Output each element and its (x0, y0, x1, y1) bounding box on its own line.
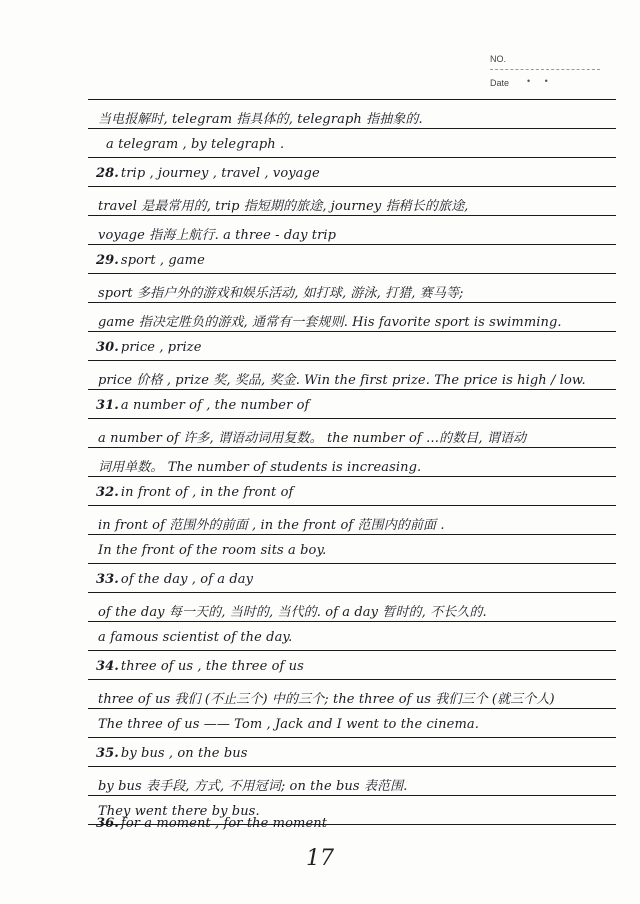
note-line-10 (96, 369, 610, 391)
item-heading: sport , game (120, 253, 205, 268)
line-text: sport 多指户外的游戏和娱乐活动, 如打球, 游泳, 打猎, 赛马等; (98, 286, 464, 301)
item-heading: in front of , in the front of (120, 485, 294, 500)
note-line-15 (96, 514, 610, 536)
line-text: of the day 每一天的, 当时的, 当代的. of a day 暂时的, 不长久的. (98, 605, 487, 620)
line-text: a famous scientist of the day. (98, 630, 293, 645)
page-number: 17 (306, 846, 334, 871)
item-heading: of the day , of a day (120, 572, 254, 587)
note-line-5 (96, 224, 610, 246)
item-number: 36. (96, 816, 119, 831)
note-line-4 (96, 195, 610, 217)
line-text: 当电报解时, telegram 指具体的, telegraph 指抽象的. (98, 112, 423, 127)
item-heading: three of us , the three of us (120, 659, 304, 674)
note-line-21 (96, 688, 610, 710)
line-text: game 指决定胜负的游戏, 通常有一套规则. His favorite sport is swimming. (98, 315, 562, 330)
line-text: a number of 许多, 谓语动词用复数。 the number of …的数目, 谓语动 (98, 431, 527, 446)
item-heading: for a moment , for the moment (120, 816, 328, 831)
item-number: 33. (96, 572, 119, 587)
note-heading-30 (96, 340, 610, 362)
item-heading: price , prize (120, 340, 202, 355)
no-row (490, 52, 600, 76)
note-line-12 (96, 427, 610, 449)
line-text: 词用单数。 The number of students is increasing. (98, 460, 422, 475)
item-heading: trip , journey , travel , voyage (120, 166, 320, 181)
note-line-13 (96, 456, 610, 478)
item-number: 31. (96, 398, 119, 413)
note-line-19 (96, 630, 610, 652)
note-heading-32 (96, 485, 610, 507)
header-meta (490, 52, 600, 100)
note-heading-29 (96, 253, 610, 275)
line-text: travel 是最常用的, trip 指短期的旅途, journey 指稍长的旅途, (98, 199, 469, 214)
line-text: by bus 表手段, 方式, 不用冠词; on the bus 表范围. (98, 779, 408, 794)
note-line-16 (96, 543, 610, 565)
item-number: 28. (96, 166, 119, 181)
line-text: a telegram , by telegraph . (106, 137, 285, 152)
note-heading-28 (96, 166, 610, 188)
note-line-18 (96, 601, 610, 623)
item-number: 29. (96, 253, 119, 268)
item-number: 30. (96, 340, 119, 355)
note-line-1 (96, 108, 610, 130)
no-label: NO. (490, 54, 507, 64)
line-text: price 价格 , prize 奖, 奖品, 奖金. Win the first prize. The price is high / low. (98, 373, 586, 388)
line-text: three of us 我们 (不止三个) 中的三个; the three of us 我们三个 (就三个人) (98, 692, 555, 707)
line-text: The three of us —— Tom , Jack and I went to the cinema. (98, 717, 479, 732)
line-text: They went there by bus. (98, 804, 260, 819)
note-line-2 (104, 137, 610, 159)
date-row (490, 76, 600, 100)
item-number: 34. (96, 659, 119, 674)
note-line-8 (96, 311, 610, 333)
no-line (490, 69, 600, 70)
item-number: 32. (96, 485, 119, 500)
date-dots: • • (527, 76, 554, 86)
item-heading: by bus , on the bus (120, 746, 248, 761)
note-heading-36 (96, 816, 610, 838)
item-number: 35. (96, 746, 119, 761)
line-text: in front of 范围外的前面 , in the front of 范围内的前面 . (98, 518, 445, 533)
note-heading-34 (96, 659, 610, 681)
line-text: voyage 指海上航行. a three - day trip (98, 228, 337, 243)
note-line-22 (96, 717, 610, 739)
note-line-7 (96, 282, 610, 304)
line-text: In the front of the room sits a boy. (98, 543, 327, 558)
note-line-24 (96, 775, 610, 797)
note-heading-31 (96, 398, 610, 420)
item-heading: a number of , the number of (120, 398, 310, 413)
note-heading-33 (96, 572, 610, 594)
date-label: Date (490, 78, 510, 88)
note-heading-35 (96, 746, 610, 768)
